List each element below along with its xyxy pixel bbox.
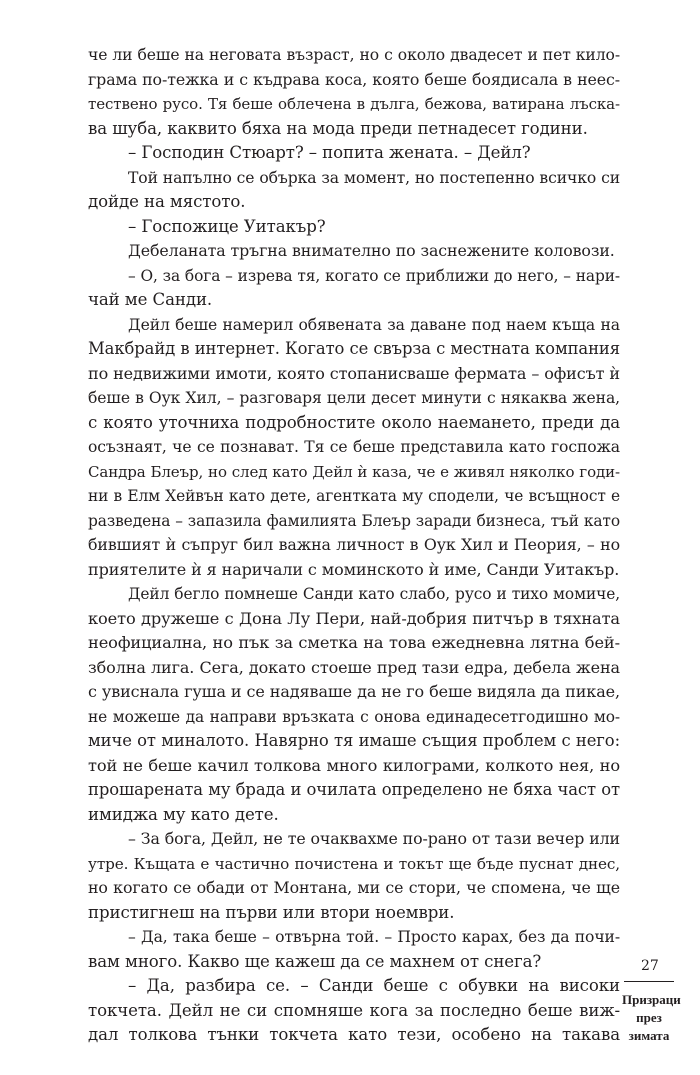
text-line: Дейл беше намерил обявената за даване под наем къща на [128, 315, 620, 334]
text-line: неофициална, но пък за сметка на това ежедневна лятна бей- [88, 633, 620, 652]
text-line: бившият ѝ съпруг бил важна личност в Оук Хил и Пеория, – но [88, 535, 620, 554]
text-line: с която уточниха подробностите около наемането, преди да [88, 412, 620, 432]
body-text [88, 43, 620, 1048]
text-line: дал толкова тънки токчета като тези, особено на такава [88, 1025, 620, 1044]
text-line: че ли беше на неговата възраст, но с около двадесет и пет кило- [88, 46, 620, 64]
text-line: Макбрайд в интернет. Когато се свърза с местната компания [88, 339, 620, 358]
text-line: той не беше качил толкова много килограми, колкото нея, но [88, 755, 620, 775]
text-line: осъзнаят, че се познават. Тя се беше представила като госпожа [88, 438, 620, 456]
text-line: дойде на мястото. [88, 192, 246, 211]
text-line: не можеше да направи връзката с онова единадесетгодишно мо- [88, 707, 620, 726]
running-title-line-2: през зимата [628, 1010, 670, 1043]
text-line: Сандра Блеър, но след като Дейл ѝ каза, че е живял няколко годи- [88, 462, 620, 481]
text-line: с увиснала гуша и се надяваше да не го беше видяла да пикае, [88, 682, 620, 701]
text-line: което дружеше с Дона Лу Пери, най-добрия питчър в тяхната [88, 608, 620, 628]
text-line: ва шуба, каквито бяха на мода преди петнадесет години. [88, 118, 588, 138]
text-line: – Да, така беше – отвърна той. – Просто карах, без да почи- [128, 928, 620, 946]
text-line: тествено русо. Тя беше облечена в дълга, бежова, ватирана лъска- [88, 95, 620, 113]
text-line: Дейл бегло помнеше Санди като слабо, русо и тихо момиче, [128, 585, 620, 603]
text-line: прошарената му брада и очилата определено не бяха част от [88, 780, 620, 799]
text-line: миче от миналото. Навярно тя имаше същия проблем с него: [88, 731, 620, 750]
text-line: – Господин Стюарт? – попита жената. – Дейл? [128, 143, 531, 162]
text-line: – Да, разбира се. – Санди беше с обувки на високи [128, 976, 620, 995]
text-line: грама по-тежка и с къдрава коса, която беше боядисала в неес- [88, 69, 620, 89]
text-line: по недвижими имоти, която стопанисваше фермата – офисът ѝ [88, 363, 620, 383]
running-title-line-1: Призраци [622, 992, 681, 1007]
text-line: зболна лига. Сега, докато стоеше пред тази едра, дебела жена [88, 657, 620, 677]
text-line: но когато се обади от Монтана, ми се стори, че спомена, че ще [88, 878, 620, 897]
text-line: разведена – запазила фамилията Блеър заради бизнеса, тъй като [88, 511, 620, 530]
text-line: – О, за бога – изрева тя, когато се приближи до него, – нари- [128, 266, 620, 285]
running-title [622, 991, 681, 1045]
text-line: – Госпожице Уитакър? [128, 216, 326, 236]
text-line: Дебеланата тръгна внимателно по заснежените коловози. [128, 241, 615, 260]
text-line: – За бога, Дейл, не те очаквахме по-рано от тази вечер или [128, 829, 620, 848]
text-line: утре. Къщата е частично почистена и токът ще бъде пуснат днес, [88, 854, 620, 873]
text-line: беше в Оук Хил, – разговаря цели десет минути с някаква жена, [88, 389, 620, 407]
text-line: чай ме Санди. [88, 290, 213, 309]
text-line: пристигнеш на първи или втори ноември. [88, 902, 455, 922]
page-number: 27 [641, 958, 659, 974]
text-line: ни в Елм Хейвън като дете, агентката му сподели, че всъщност е [88, 487, 620, 505]
text-line: вам много. Какво ще кажеш да се махнем от снега? [88, 951, 542, 971]
text-line: имиджа му като дете. [88, 804, 279, 824]
footer-rule [624, 981, 674, 982]
text-line: токчета. Дейл не си спомняше кога за последно беше виж- [88, 1000, 620, 1020]
text-line: Той напълно се обърка за момент, но постепенно всичко си [128, 168, 620, 187]
text-line: приятелите ѝ я наричали с моминското ѝ име, Санди Уитакър. [88, 559, 620, 579]
